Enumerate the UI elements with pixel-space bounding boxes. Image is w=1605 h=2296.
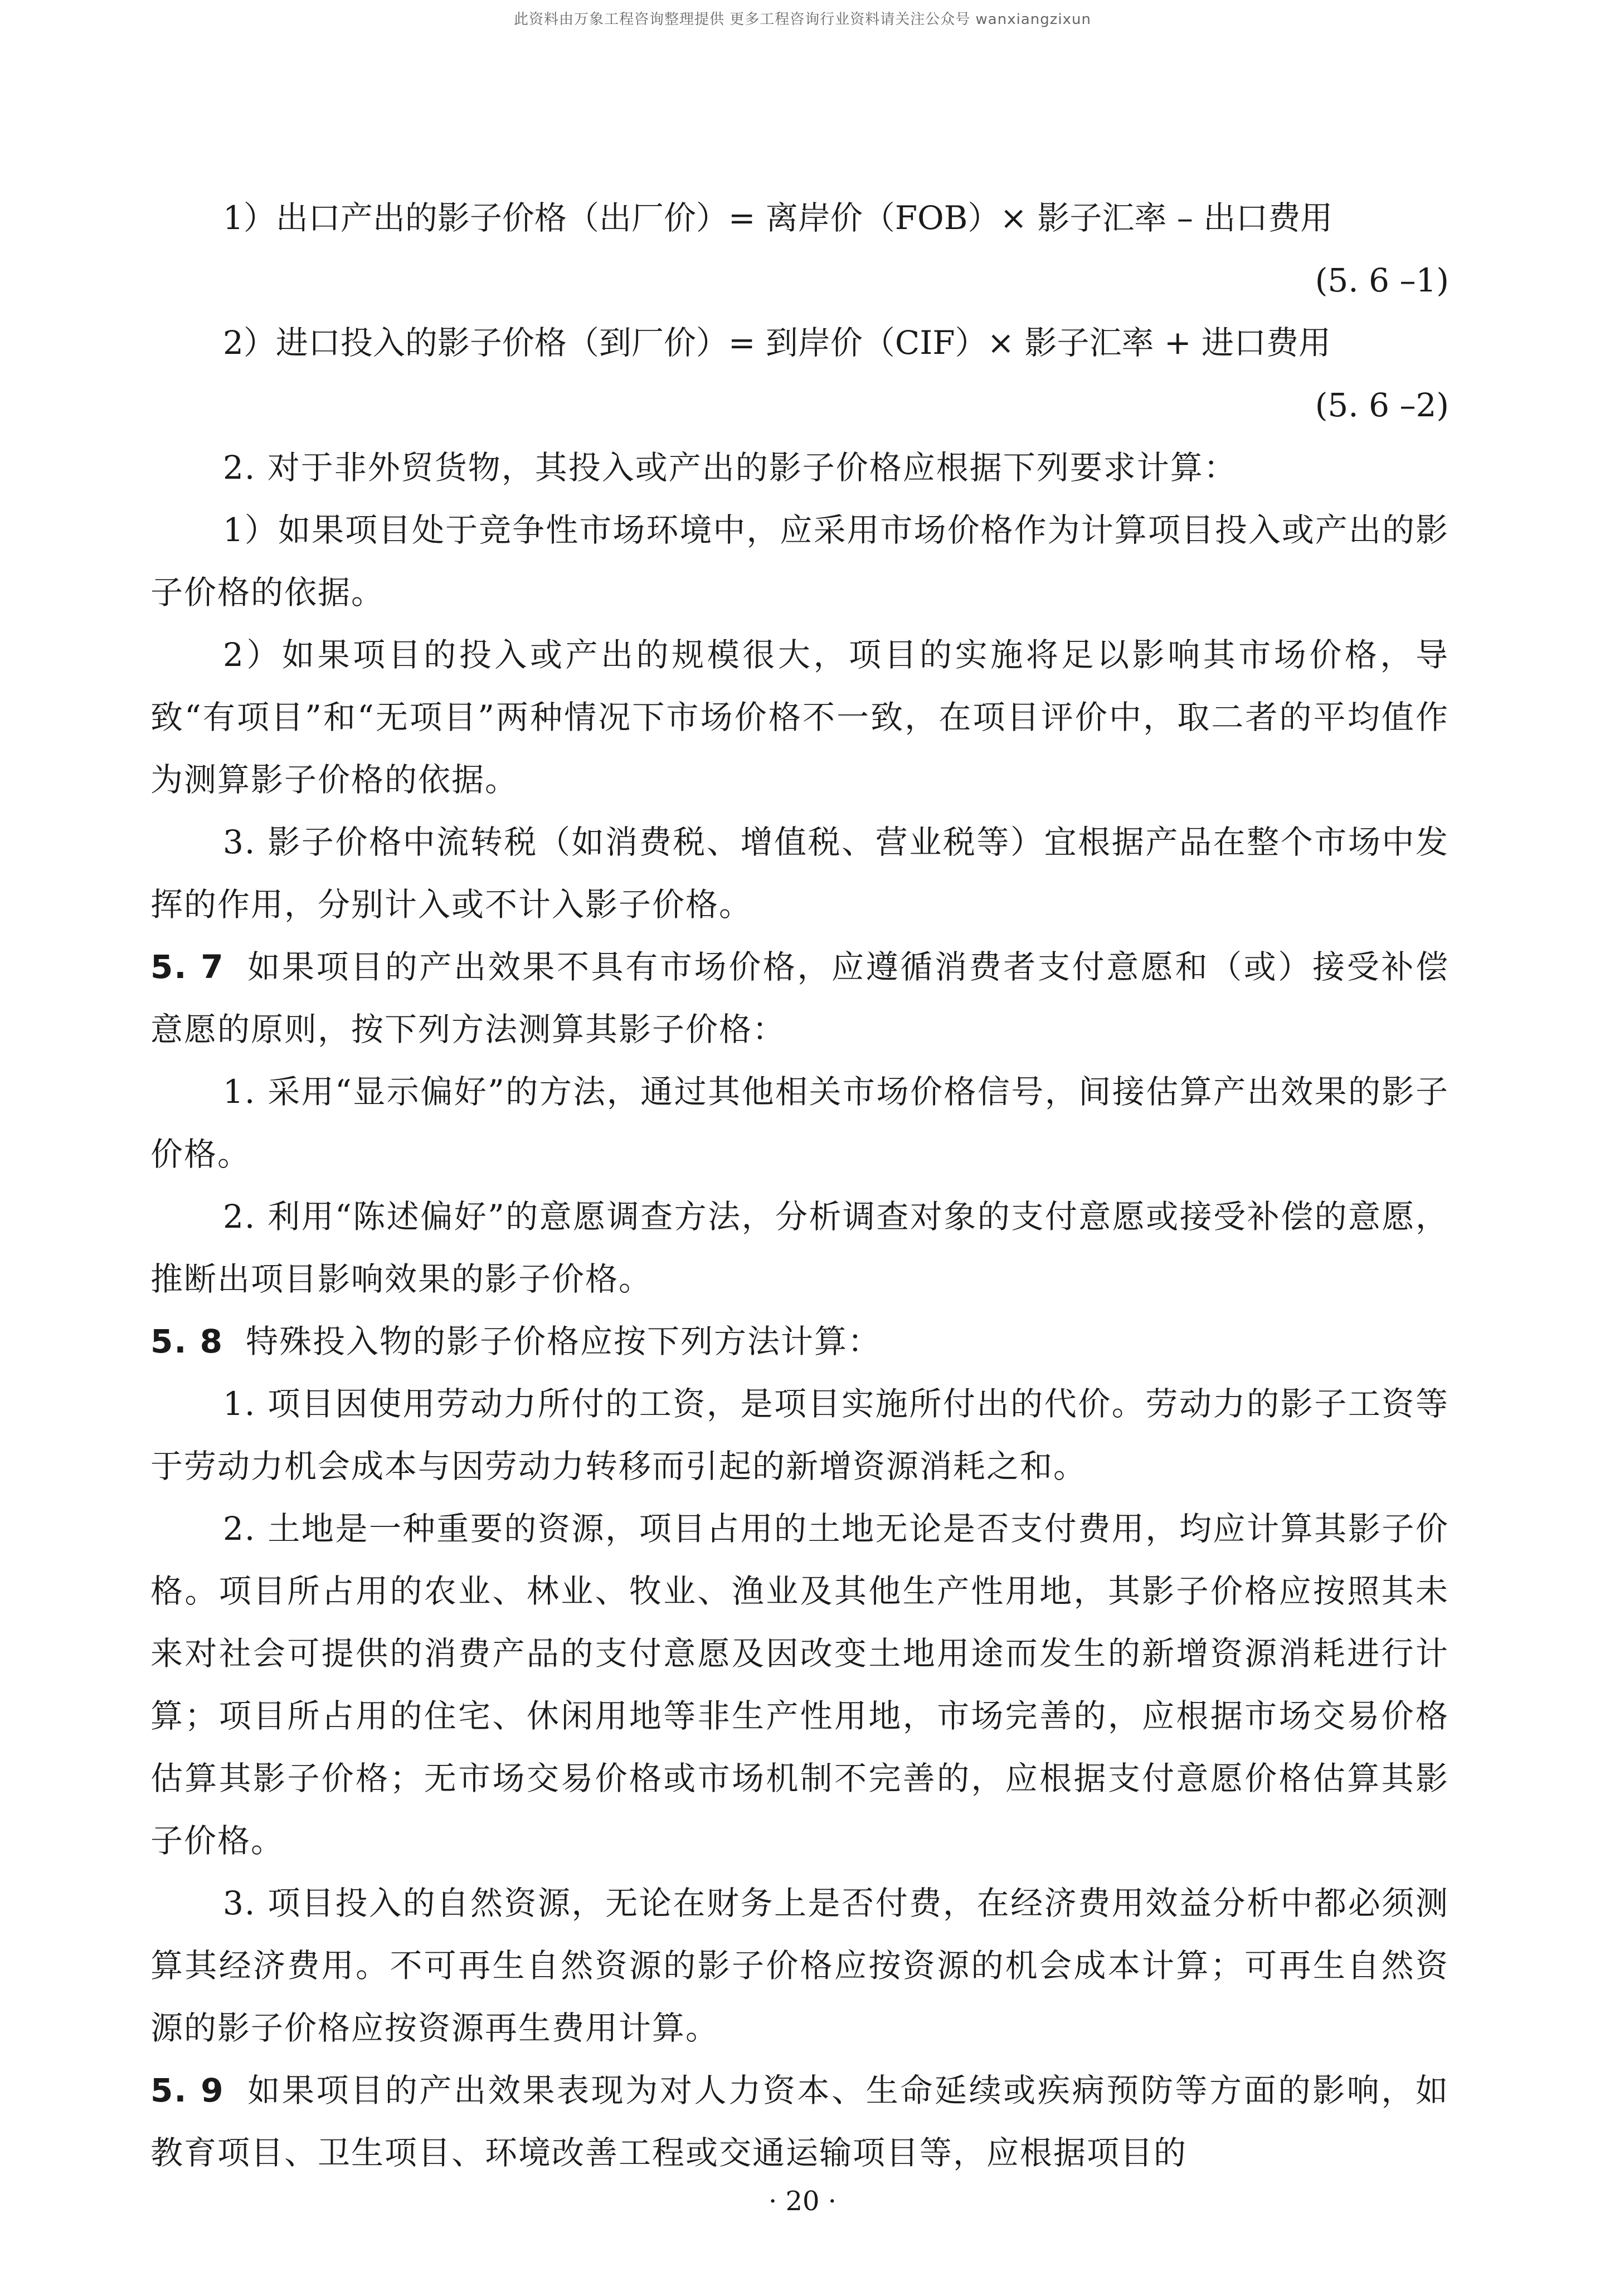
paragraph-competitive-market: 1）如果项目处于竞争性市场环境中，应采用市场价格作为计算项目投入或产出的影子价格的依据。 (150, 511, 1449, 611)
header-watermark-note: 此资料由万象工程咨询整理提供 更多工程咨询行业资料请关注公众号 wanxiangzixun (514, 11, 1091, 28)
document-body (150, 187, 1449, 2184)
paragraph-large-scale-project: 2）如果项目的投入或产出的规模很大，项目的实施将足以影响其市场价格，导致“有项目”和“无项目”两种情况下市场价格不一致，在项目评价中，取二者的平均值作为测算影子价格的依据。 (150, 636, 1449, 799)
section-5-9 (150, 2059, 1449, 2184)
paragraph-non-trade-goods: 2. 对于非外贸货物，其投入或产出的影子价格应根据下列要求计算： (223, 449, 1237, 487)
section-5-8 (150, 1310, 1449, 1373)
section-text: 如果项目的产出效果不具有市场价格，应遵循消费者支付意愿和（或）接受补偿意愿的原则，按下列方法测算其影子价格： (150, 948, 1449, 1048)
section-number: 5. 8 (150, 1322, 223, 1360)
section-number: 5. 7 (150, 948, 225, 986)
paragraph-shadow-wage: 1. 项目因使用劳动力所付的工资，是项目实施所付出的代价。劳动力的影子工资等于劳动力机会成本与因劳动力转移而引起的新增资源消耗之和。 (150, 1385, 1449, 1485)
section-5-7 (150, 936, 1449, 1061)
paragraph-natural-resources: 3. 项目投入的自然资源，无论在财务上是否付费，在经济费用效益分析中都必须测算其经济费用。不可再生自然资源的影子价格应按资源的机会成本计算；可再生自然资源的影子价格应按资源再生费用计算。 (150, 1884, 1449, 2047)
section-number: 5. 9 (150, 2071, 225, 2109)
formula-5-6-2: 2）进口投入的影子价格（到厂价）= 到岸价（CIF）× 影子汇率 + 进口费用 (223, 324, 1331, 362)
paragraph-revealed-preference: 1. 采用“显示偏好”的方法，通过其他相关市场价格信号，间接估算产出效果的影子价格。 (150, 1073, 1449, 1173)
page-number: · 20 · (768, 2186, 837, 2217)
paragraph-turnover-tax: 3. 影子价格中流转税（如消费税、增值税、营业税等）宜根据产品在整个市场中发挥的作用，分别计入或不计入影子价格。 (150, 823, 1449, 923)
equation-number-5-6-1: (5. 6 –1) (1315, 261, 1449, 299)
formula-5-6-1: 1）出口产出的影子价格（出厂价）= 离岸价（FOB）× 影子汇率 – 出口费用 (223, 199, 1333, 237)
section-text: 特殊投入物的影子价格应按下列方法计算： (245, 1322, 881, 1360)
equation-number-5-6-2: (5. 6 –2) (1315, 386, 1449, 424)
paragraph-stated-preference: 2. 利用“陈述偏好”的意愿调查方法，分析调查对象的支付意愿或接受补偿的意愿，推断出项目影响效果的影子价格。 (150, 1198, 1449, 1298)
paragraph-land-shadow-price: 2. 土地是一种重要的资源，项目占用的土地无论是否支付费用，均应计算其影子价格。项目所占用的农业、林业、牧业、渔业及其他生产性用地，其影子价格应按照其未来对社会可提供的消费产品的支付意愿及因改变土地用途而发生的新增资源消耗进行计算；项目所占用的住宅、休闲用地等非生产性用地，市场完善的，应根据市场交易价格估算其影子价格；无市场交易价格或市场机制不完善的，应根据支付意愿价格估算其影子价格。 (150, 1510, 1449, 1860)
section-text: 如果项目的产出效果表现为对人力资本、生命延续或疾病预防等方面的影响，如教育项目、卫生项目、环境改善工程或交通运输项目等，应根据项目的 (150, 2071, 1449, 2172)
